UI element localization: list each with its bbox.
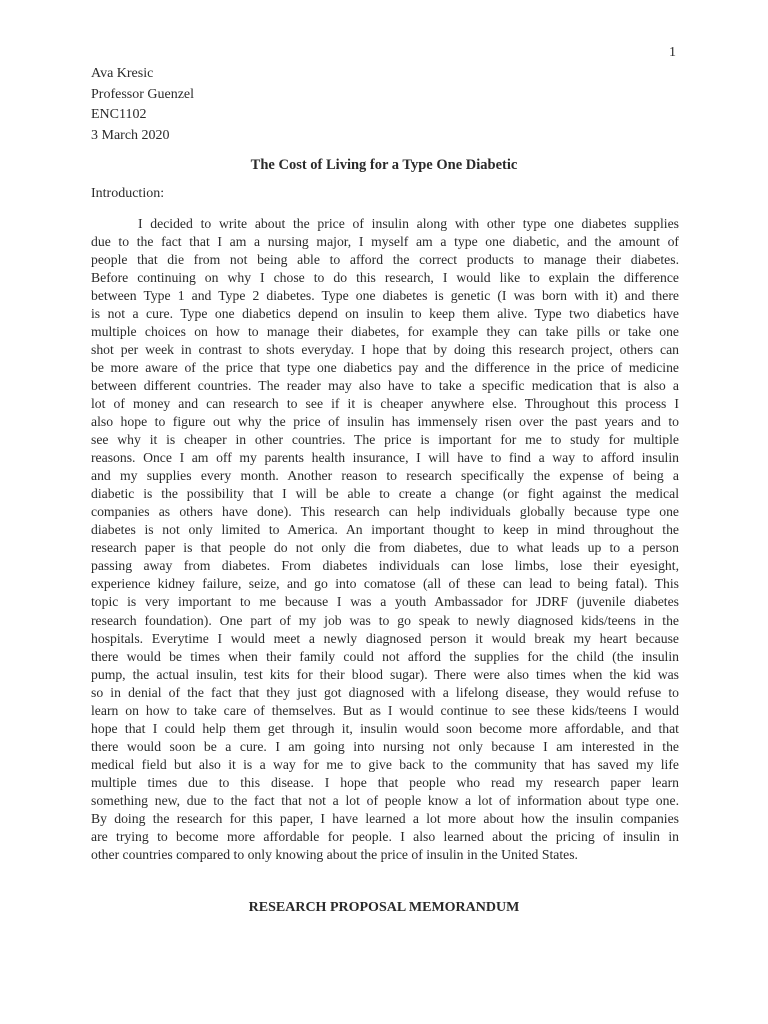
paragraph-line: other countries compared to only knowing about the price of insulin in the United States. — [91, 847, 578, 863]
author-name: Ava Kresic — [91, 66, 154, 81]
paragraph-line: research paper is that people do not only die from diabetes, due to what leads up to a person — [91, 540, 679, 556]
paragraph-line: topic is very important to me because I was a youth Ambassador for JDRF (juvenile diabetes — [91, 594, 679, 610]
paragraph-line: and my supplies every month. Another reason to research specifically the expense of being a — [91, 468, 679, 484]
paragraph-line: companies as others have done). This research can help individuals globally because type one — [91, 504, 679, 520]
paragraph-line: reasons. Once I am off my parents health insurance, I will have to find a way to afford insulin — [91, 450, 679, 466]
paragraph-line: also hope to figure out why the price of insulin has immensely risen over the past years and to — [91, 414, 679, 430]
paragraph-line: hospitals. Everytime I would meet a newly diagnosed person it would break my heart because — [91, 630, 679, 646]
paragraph-line: is not a cure. Type one diabetics depend on insulin to keep them alive. Type two diabetics have — [91, 305, 679, 321]
paragraph-line: so in denial of the fact that they just got diagnosed with a lifelong disease, they would refuse to — [91, 684, 679, 700]
paragraph-line: there would be times when their family could not afford the supplies for the child (the insulin — [91, 648, 679, 664]
paragraph-line: due to the fact that I am a nursing major, I myself am a type one diabetic, and the amount of — [91, 233, 679, 249]
memo-section-heading: RESEARCH PROPOSAL MEMORANDUM — [248, 900, 520, 915]
paragraph-line: between Type 1 and Type 2 diabetes. Type one diabetes is genetic (I was born with it) and there — [91, 287, 679, 303]
section-label-introduction: Introduction: — [91, 186, 165, 201]
paragraph-line: hope that I could help them get through it, insulin would soon become more affordable, and that — [91, 720, 679, 736]
paragraph-line: lot of money and can research to see if it is cheaper anywhere else. Throughout this process I — [91, 395, 679, 411]
document-title: The Cost of Living for a Type One Diabetic — [250, 157, 518, 173]
page-number: 1 — [669, 45, 676, 60]
paragraph-line: learn on how to take care of themselves. But as I would continue to see these kids/teens I would — [91, 702, 679, 718]
paragraph-line: By doing the research for this paper, I have learned a lot more about how the insulin companies — [91, 811, 679, 827]
paragraph-line: something new, due to the fact that not a lot of people know a lot of information about type one. — [91, 793, 679, 808]
paragraph-line: pump, the actual insulin, test kits for their blood sugar). There were also times when the kid was — [91, 666, 679, 682]
course-code: ENC1102 — [91, 107, 147, 122]
professor-name: Professor Guenzel — [91, 86, 195, 102]
document-date: 3 March 2020 — [91, 127, 170, 143]
introduction-paragraph — [91, 215, 679, 865]
paragraph-line: I decided to write about the price of insulin along with other type one diabetes supplies — [138, 215, 679, 231]
paragraph-line: are trying to become more affordable for people. I also learned about the pricing of insulin in — [91, 829, 679, 845]
mla-heading — [91, 64, 194, 146]
paragraph-line: medical field but also it is a way for me to give back to the community that has saved my life — [91, 756, 679, 772]
paragraph-line: shot per week in contrast to shots everyday. I hope that by doing this research project, others can — [91, 341, 679, 357]
paragraph-line: diabetes is not only limited to America. An important thought to keep in mind throughout the — [91, 522, 679, 538]
paragraph-line: see why it is cheaper in other countries. The price is important for me to study for multiple — [91, 432, 679, 448]
paragraph-line: there would soon be a cure. I am going into nursing not only because I am interested in the — [91, 738, 679, 754]
paragraph-line: Before continuing on why I chose to do this research, I would like to explain the difference — [91, 269, 679, 285]
paragraph-line: research foundation). One part of my job was to go speak to newly diagnosed kids/teens in the — [91, 612, 679, 628]
paragraph-line: people that die from not being able to afford the correct products to manage their diabetes. — [91, 251, 679, 267]
paragraph-line: be more aware of the price that type one diabetics pay and the difference in the price of medicine — [91, 359, 679, 375]
paragraph-line: between different countries. The reader may also have to take a specific medication that is also a — [91, 377, 679, 393]
paragraph-line: multiple choices on how to manage their diabetes, for example they can take pills or take one — [91, 323, 679, 339]
paragraph-line: experience kidney failure, seize, and go into comatose (all of these can lead to being fatal). This — [91, 576, 679, 592]
paragraph-line: passing away from diabetes. From diabetes individuals can lose limbs, lose their eyesight, — [91, 558, 679, 574]
paragraph-line: multiple times due to this disease. I hope that people who read my research paper learn — [91, 774, 679, 790]
paragraph-line: diabetic is the possibility that I will be able to create a change (or fight against the medical — [91, 486, 679, 502]
